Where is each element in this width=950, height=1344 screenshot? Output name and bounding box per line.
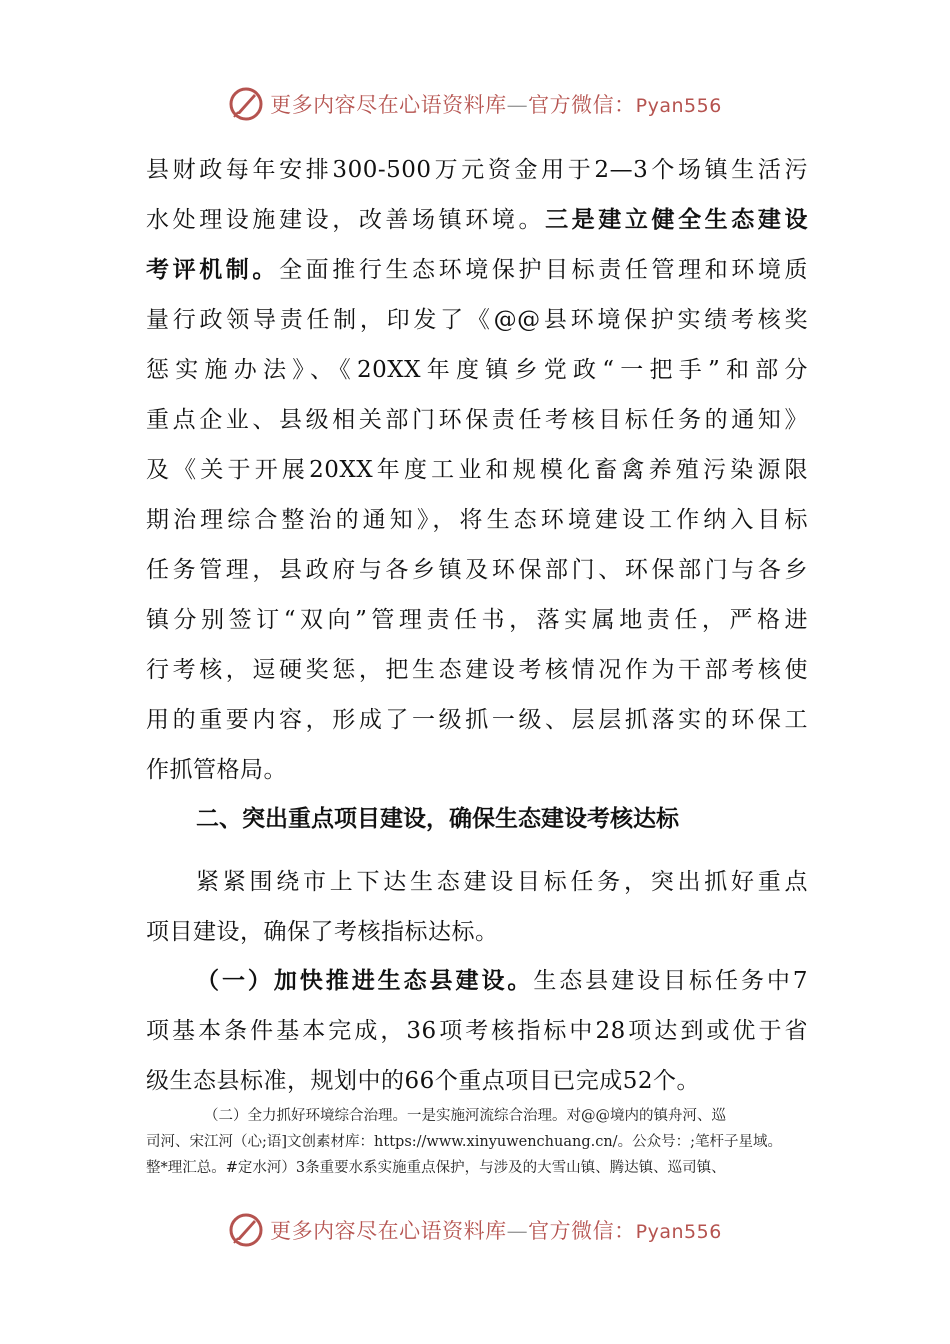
text-line: 项基本条件基本完成，36项考核指标中28项达到或优于省	[146, 1018, 808, 1044]
text-line: 惩实施办法》、《20XX年度镇乡党政“一把手”和部分	[146, 357, 808, 383]
text-line	[146, 195, 808, 245]
banner-separator: —	[506, 1219, 529, 1243]
paragraph-2	[146, 857, 808, 957]
text-line: 用的重要内容，形成了一级抓一级、层层抓落实的环保工	[146, 707, 808, 733]
text-line: 县财政每年安排300-500万元资金用于2—3个场镇生活污	[146, 157, 808, 183]
text-line: 及《关于开展20XX年度工业和规模化畜禽养殖污染源限	[146, 457, 808, 483]
text-line: 重点企业、县级相关部门环保责任考核目标任务的通知》	[146, 407, 808, 433]
footnote	[146, 1103, 816, 1181]
text-segment: 全面推行生态环境保护目标责任管理和环境质	[279, 257, 809, 283]
text-line: 行考核，逗硬奖惩，把生态建设考核情况作为干部考核使	[146, 657, 808, 683]
text-line: 任务管理，县政府与各乡镇及环保部门、环保部门与各乡	[146, 557, 808, 583]
banner-title: 更多内容尽在心语资料库	[270, 1219, 507, 1243]
banner-wechat-label: 官方微信：	[528, 93, 636, 117]
text-segment: 水处理设施建设，改善场镇环境。	[146, 207, 546, 233]
banner-account: Pyan556	[635, 95, 722, 117]
quill-logo-icon	[228, 86, 264, 122]
paragraph-3	[146, 956, 808, 1106]
text-line: 量行政领导责任制，印发了《@@县环境保护实绩考核奖	[146, 307, 808, 333]
footer-banner	[0, 1210, 950, 1250]
text-line: 紧紧围绕市上下达生态建设目标任务，突出抓好重点	[196, 869, 808, 895]
bold-segment: （一）加快推进生态县建设。	[196, 967, 534, 994]
text-line	[146, 956, 808, 1006]
footnote-line: 司河、宋江河（心;语]文创素材库：https://www.xinyuwenchuang.cn/。公众号：;笔杆子星域。	[146, 1134, 782, 1150]
body-paragraph	[146, 145, 808, 795]
footnote-line: 整*理汇总。#定水河）3条重要水系实施重点保护，与涉及的大雪山镇、腾达镇、巡司镇、	[146, 1160, 726, 1176]
text-line: 级生态县标准，规划中的66个重点项目已完成52个。	[146, 1068, 701, 1094]
text-line: 期治理综合整治的通知》，将生态环境建设工作纳入目标	[146, 507, 808, 533]
text-line: 镇分别签订“双向”管理责任书，落实属地责任，严格进	[146, 607, 808, 633]
header-banner	[0, 84, 950, 124]
banner-wechat-label: 官方微信：	[528, 1219, 636, 1243]
banner-title: 更多内容尽在心语资料库	[270, 93, 507, 117]
banner-account: Pyan556	[635, 1221, 722, 1243]
bold-segment: 考评机制。	[146, 256, 280, 283]
section-heading: 二、突出重点项目建设，确保生态建设考核达标	[196, 806, 679, 832]
banner-text	[270, 89, 722, 119]
bold-segment: 三是建立健全生态建设	[545, 206, 809, 233]
banner-separator: —	[506, 93, 529, 117]
text-segment: 生态县建设目标任务中7	[533, 968, 808, 994]
footnote-line: （二）全力抓好环境综合治理。一是实施河流综合治理。对@@境内的镇舟河、巡	[204, 1108, 726, 1124]
text-line	[146, 245, 808, 295]
text-line: 项目建设，确保了考核指标达标。	[146, 919, 499, 945]
banner-text	[270, 1215, 722, 1245]
text-line: 作抓管格局。	[146, 757, 287, 783]
quill-logo-icon	[228, 1212, 264, 1248]
